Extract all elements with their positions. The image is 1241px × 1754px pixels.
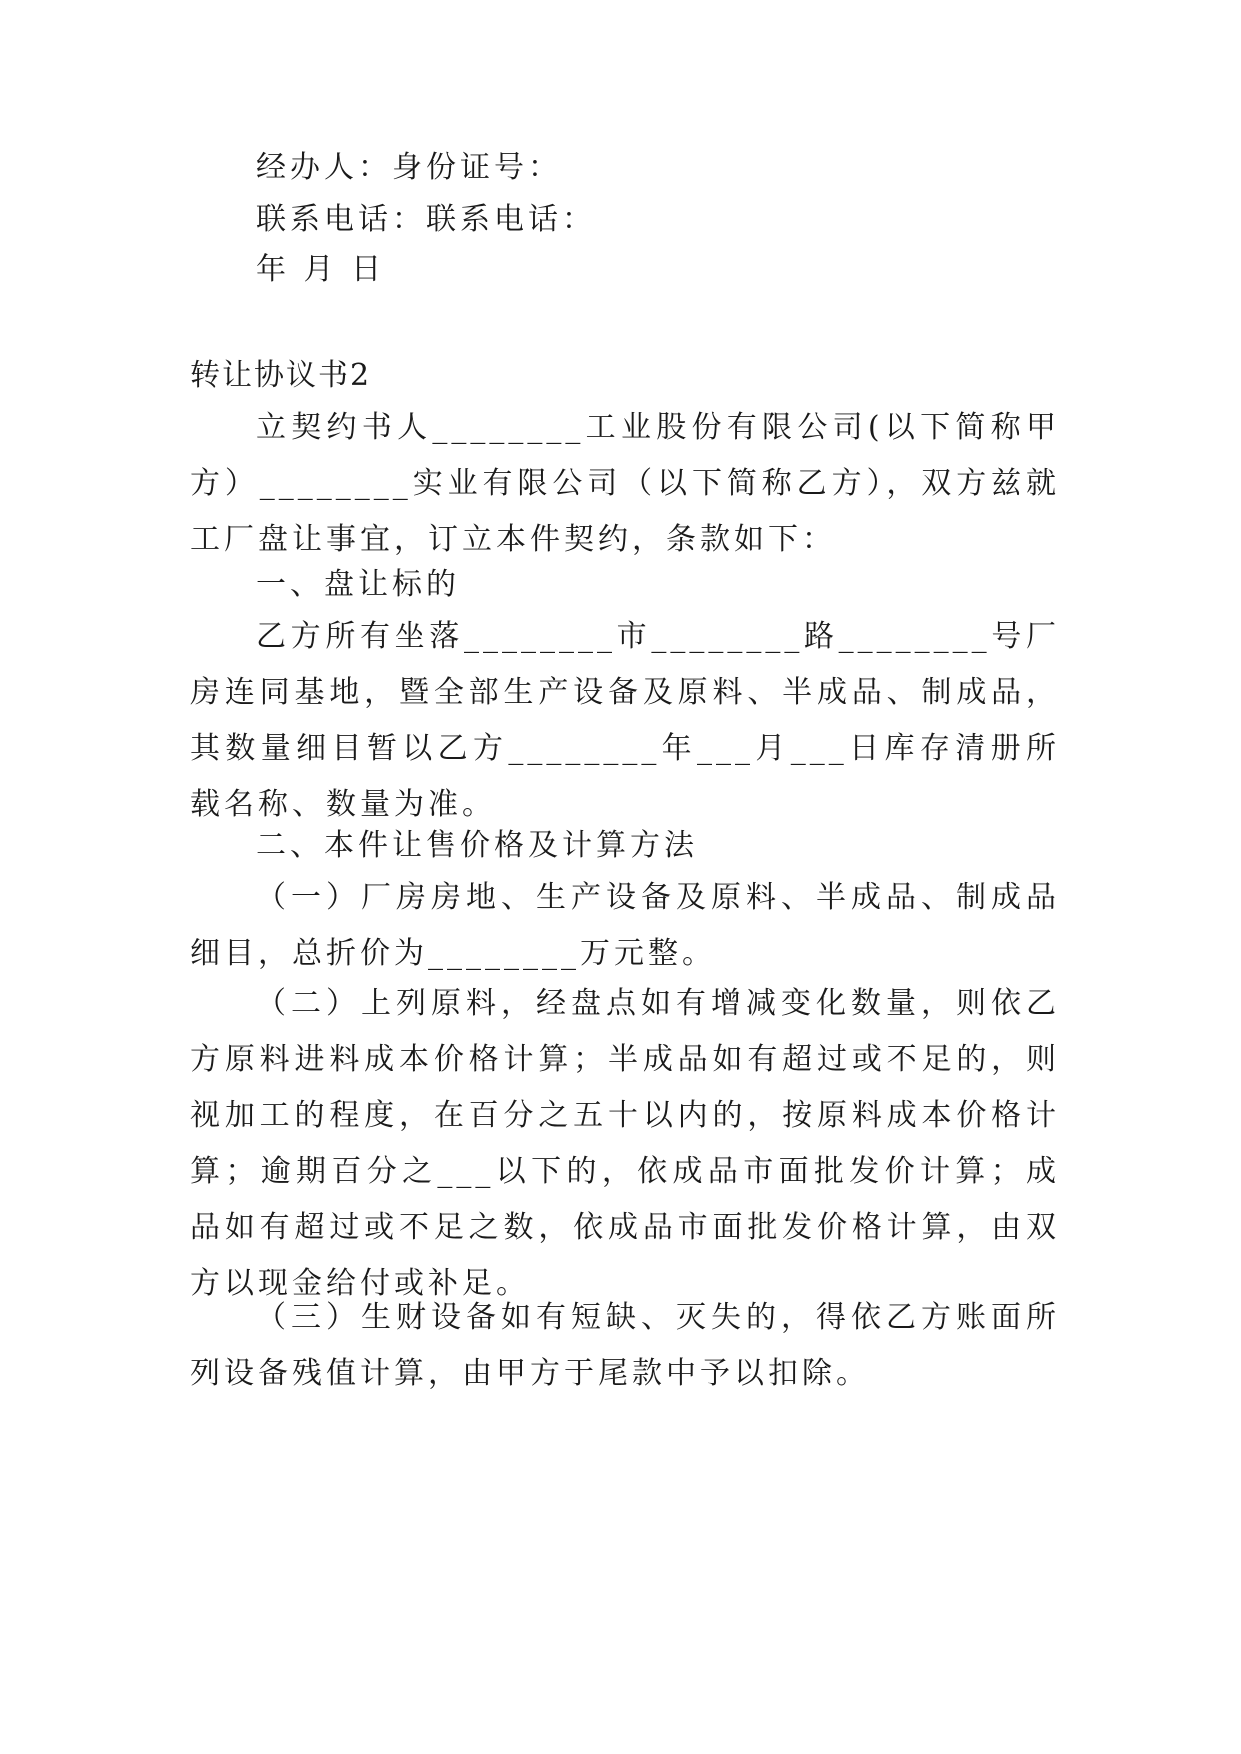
section-2-heading: 二、本件让售价格及计算方法 — [256, 828, 698, 863]
section-1-paragraph: 乙方所有坐落________市________路________号厂房连同基地，暨全部生产设备及原料、半成品、制成品，其数量细目暂以乙方________年___月___日库存清册所载名称、数量为准。 — [190, 619, 1060, 822]
clause-1-paragraph: （一）厂房房地、生产设备及原料、半成品、制成品细目，总折价为________万元整。 — [190, 880, 1060, 971]
contact-phone-line: 联系电话：联系电话： — [256, 202, 596, 237]
agent-id-line: 经办人：身份证号： — [256, 150, 562, 185]
date-line: 年 月 日 — [256, 252, 386, 287]
section-1-heading: 一、盘让标的 — [256, 567, 460, 602]
document-title: 转让协议书2 — [190, 358, 372, 393]
clause-2-paragraph: （二）上列原料，经盘点如有增减变化数量，则依乙方原料进料成本价格计算；半成品如有超过或不足的，则视加工的程度，在百分之五十以内的，按原料成本价格计算；逾期百分之___以下的，依成品市面批发价计算；成品如有超过或不足之数，依成品市面批发价格计算，由双方以现金给付或补足。 — [190, 986, 1060, 1301]
clause-3-paragraph: （三）生财设备如有短缺、灭失的，得依乙方账面所列设备残值计算，由甲方于尾款中予以扣除。 — [190, 1300, 1060, 1391]
intro-paragraph: 立契约书人________工业股份有限公司(以下简称甲方）________实业有限公司（以下简称乙方），双方兹就工厂盘让事宜，订立本件契约，条款如下： — [190, 410, 1060, 557]
